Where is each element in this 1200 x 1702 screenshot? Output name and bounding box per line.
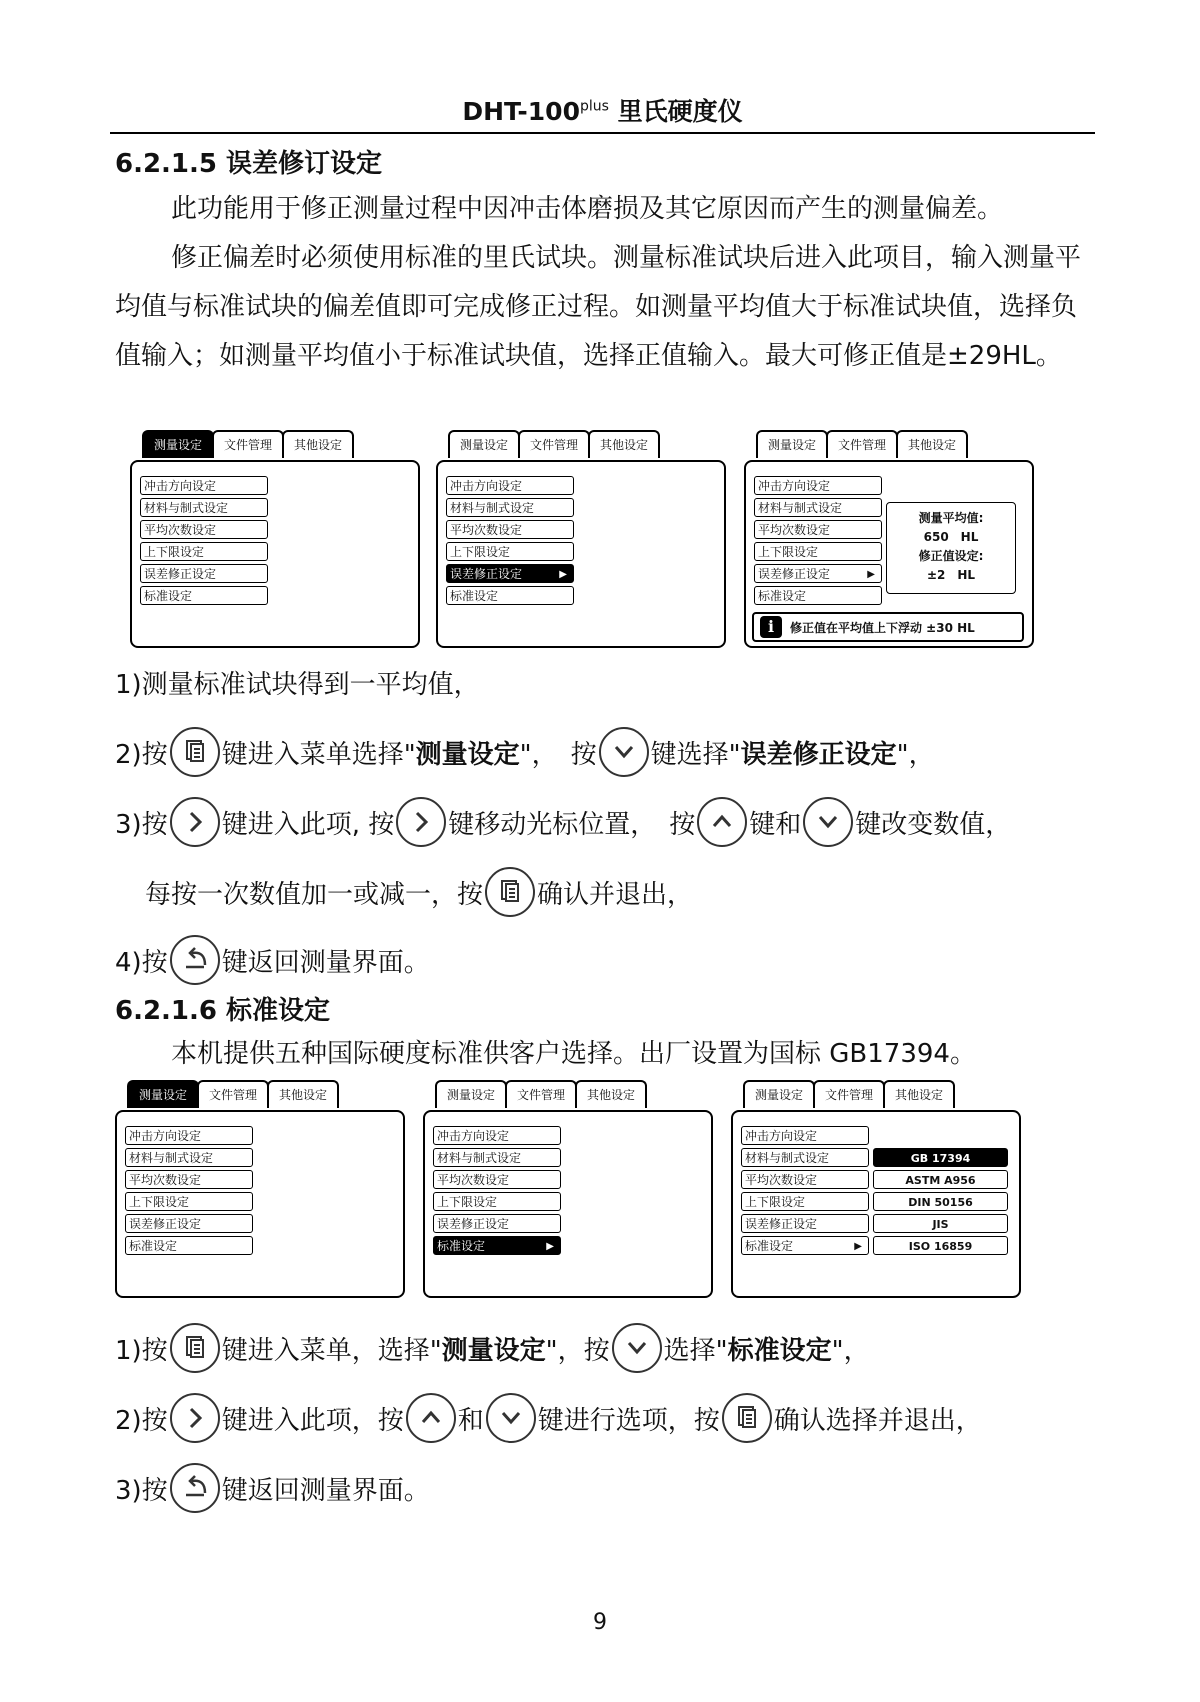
info-icon: i: [760, 616, 782, 638]
info-bar: [752, 612, 1024, 642]
step-line: [115, 930, 430, 990]
menu-item: 材料与制式设定: [125, 1148, 253, 1167]
tab-file: 文件管理: [212, 430, 284, 458]
arrow-right-icon: ▶: [546, 1241, 554, 1252]
tab-file: 文件管理: [813, 1080, 885, 1108]
menu-item: 材料与制式设定: [741, 1148, 869, 1167]
standard-option: ASTM A956: [873, 1170, 1008, 1189]
step-text: 每按一次数值加一或减一，按: [145, 879, 484, 910]
tab-other: 其他设定: [588, 430, 660, 458]
tab-other: 其他设定: [575, 1080, 647, 1108]
menu-item-label: 标准设定: [745, 1239, 794, 1253]
menu-item: 上下限设定: [446, 542, 574, 561]
info-text: 修正值在平均值上下浮动 ±30 HL: [790, 620, 975, 635]
step-text: 键选择": [650, 739, 741, 770]
step-text: "， 按: [519, 739, 597, 770]
screen-menu: [115, 1080, 405, 1300]
correction-label: 修正值设定:: [918, 549, 984, 563]
step-line: [115, 722, 935, 782]
step-text: 键和: [749, 809, 802, 840]
tab-other: 其他设定: [267, 1080, 339, 1108]
header-divider: [110, 132, 1095, 134]
page-number: 9: [593, 1610, 607, 1635]
menu-list: [433, 1126, 561, 1258]
step-text: 1)按: [115, 1335, 168, 1366]
arrow-right-icon: ▶: [559, 569, 567, 580]
tab-measure: 测量设定: [127, 1080, 199, 1108]
menu-item-selected: [433, 1236, 561, 1255]
menu-item: 材料与制式设定: [433, 1148, 561, 1167]
step-text: 选择": [663, 1335, 728, 1366]
step-text: 和: [457, 1405, 484, 1436]
step-line: [115, 792, 1011, 852]
screen-standard-options: [731, 1080, 1021, 1300]
menu-item: 标准设定: [754, 586, 882, 605]
step-text: 4)按: [115, 947, 168, 978]
tab-bar: [743, 1080, 953, 1110]
up-key-icon: [406, 1393, 456, 1443]
menu-item: 冲击方向设定: [433, 1126, 561, 1145]
step-text: 2)按: [115, 739, 168, 770]
menu-item: 上下限设定: [741, 1192, 869, 1211]
step-text: 键改变数值，: [855, 809, 1012, 840]
menu-item: 材料与制式设定: [446, 498, 574, 517]
arrow-right-icon: ▶: [867, 569, 875, 580]
menu-item: 平均次数设定: [446, 520, 574, 539]
menu-item: 冲击方向设定: [754, 476, 882, 495]
screen-panel: [423, 1110, 713, 1298]
menu-item: 平均次数设定: [433, 1170, 561, 1189]
down-key-icon: [612, 1323, 662, 1373]
standard-option-selected: GB 17394: [873, 1148, 1008, 1167]
menu-item: 上下限设定: [754, 542, 882, 561]
step-text: 键进入此项，按: [221, 1405, 404, 1436]
tab-measure: 测量设定: [448, 430, 520, 458]
step-text: "，按: [545, 1335, 610, 1366]
step-text: 2)按: [115, 1405, 168, 1436]
step-bold: 误差修正设定: [740, 739, 897, 770]
tab-measure: 测量设定: [435, 1080, 507, 1108]
screen-panel: [731, 1110, 1021, 1298]
menu-item: 平均次数设定: [140, 520, 268, 539]
step-line: [115, 1458, 430, 1518]
menu-list: [140, 476, 268, 608]
menu-item: 标准设定: [446, 586, 574, 605]
menu-item: 上下限设定: [125, 1192, 253, 1211]
menu-item-label: 标准设定: [437, 1239, 486, 1253]
step-text: 3)按: [115, 809, 168, 840]
back-key-icon: [170, 1463, 220, 1513]
step-text: 1)测量标准试块得到一平均值，: [115, 669, 480, 700]
header-name: 里氏硬度仪: [617, 97, 743, 126]
menu-list: [446, 476, 574, 608]
standard-options: [873, 1148, 1008, 1258]
step-line: [115, 652, 480, 712]
step-text: 键进入菜单选择": [221, 739, 416, 770]
tab-measure: 测量设定: [142, 430, 214, 458]
screen-panel: [744, 460, 1034, 648]
step-bold: 测量设定: [415, 739, 520, 770]
step-line: [145, 862, 693, 922]
standard-option: ISO 16859: [873, 1236, 1008, 1255]
menu-list: [754, 476, 882, 608]
screen-correction-value: [744, 430, 1034, 650]
screen-panel: [130, 460, 420, 648]
menu-item: 标准设定: [125, 1236, 253, 1255]
menu-list: [741, 1126, 869, 1258]
step-text: 3)按: [115, 1475, 168, 1506]
menu-item: 冲击方向设定: [446, 476, 574, 495]
step-text: 键进入菜单，选择": [221, 1335, 442, 1366]
tab-file: 文件管理: [518, 430, 590, 458]
tab-bar: [127, 1080, 337, 1110]
screen-menu-selected: [436, 430, 726, 650]
screen-menu: [130, 430, 420, 650]
menu-item: 标准设定: [140, 586, 268, 605]
paragraph: 本机提供五种国际硬度标准供客户选择。出厂设置为国标 GB17394。: [171, 1039, 976, 1069]
step-bold: 测量设定: [441, 1335, 546, 1366]
tab-measure: 测量设定: [743, 1080, 815, 1108]
header-sup: plus: [579, 98, 609, 115]
menu-item: 冲击方向设定: [741, 1126, 869, 1145]
menu-key-icon: [722, 1393, 772, 1443]
menu-item-label: 误差修正设定: [450, 567, 523, 581]
paragraph: 此功能用于修正测量过程中因冲击体磨损及其它原因而产生的测量偏差。: [171, 194, 1004, 224]
menu-item: 误差修正设定: [125, 1214, 253, 1233]
screen-menu-selected: [423, 1080, 713, 1300]
menu-item: 上下限设定: [433, 1192, 561, 1211]
menu-item: 误差修正设定: [741, 1214, 869, 1233]
menu-item: 误差修正设定: [140, 564, 268, 583]
up-key-icon: [697, 797, 747, 847]
step-text: 键返回测量界面。: [221, 947, 430, 978]
tab-other: 其他设定: [896, 430, 968, 458]
step-text: 确认并退出，: [537, 879, 694, 910]
menu-item: 平均次数设定: [125, 1170, 253, 1189]
tab-bar: [756, 430, 966, 460]
tab-measure: 测量设定: [756, 430, 828, 458]
tab-bar: [448, 430, 658, 460]
arrow-right-icon: ▶: [854, 1241, 862, 1252]
tab-bar: [142, 430, 352, 460]
standard-option: JIS: [873, 1214, 1008, 1233]
right-key-icon: [396, 797, 446, 847]
menu-item: 平均次数设定: [741, 1170, 869, 1189]
paragraph: 修正偏差时必须使用标准的里氏试块。测量标准试块后进入此项目，输入测量平均值与标准试块的偏差值即可完成修正过程。如测量平均值大于标准试块值，选择负值输入；如测量平均值小于标准试块值，选择正值输入。最大可修正值是±29HL。: [115, 243, 1082, 371]
tab-other: 其他设定: [883, 1080, 955, 1108]
step-line: [115, 1388, 982, 1448]
step-bold: 标准设定: [727, 1335, 832, 1366]
step-text: 键返回测量界面。: [221, 1475, 430, 1506]
menu-item: 材料与制式设定: [140, 498, 268, 517]
menu-item: 误差修正设定: [433, 1214, 561, 1233]
down-key-icon: [599, 727, 649, 777]
menu-key-icon: [485, 867, 535, 917]
menu-item-label: 误差修正设定: [758, 567, 831, 581]
back-key-icon: [170, 935, 220, 985]
tab-bar: [435, 1080, 645, 1110]
document-header: [110, 92, 1095, 128]
menu-list: [125, 1126, 253, 1258]
step-text: "，: [896, 739, 935, 770]
section-title-error-correction: 6.2.1.5 误差修订设定: [115, 149, 383, 179]
right-key-icon: [170, 1393, 220, 1443]
menu-item: 上下限设定: [140, 542, 268, 561]
screen-panel: [436, 460, 726, 648]
correction-value: ±2 HL: [926, 568, 976, 582]
tab-file: 文件管理: [826, 430, 898, 458]
tab-file: 文件管理: [197, 1080, 269, 1108]
section-title-standard: 6.2.1.6 标准设定: [115, 996, 331, 1026]
menu-item-selected: [446, 564, 574, 583]
menu-item: [741, 1236, 869, 1255]
value-box: [886, 502, 1016, 594]
menu-key-icon: [170, 727, 220, 777]
menu-item: 材料与制式设定: [754, 498, 882, 517]
menu-item: [754, 564, 882, 583]
avg-value: 650 HL: [923, 530, 979, 544]
down-key-icon: [486, 1393, 536, 1443]
menu-key-icon: [170, 1323, 220, 1373]
header-model: DHT-100: [462, 97, 580, 126]
menu-item: 平均次数设定: [754, 520, 882, 539]
step-line: [115, 1318, 870, 1378]
down-key-icon: [803, 797, 853, 847]
standard-option: DIN 50156: [873, 1192, 1008, 1211]
avg-label: 测量平均值:: [918, 511, 984, 525]
step-text: 确认选择并退出，: [773, 1405, 982, 1436]
step-text: "，: [831, 1335, 870, 1366]
menu-item: 冲击方向设定: [140, 476, 268, 495]
step-text: 键移动光标位置， 按: [448, 809, 696, 840]
step-text: 键进入此项, 按: [221, 809, 395, 840]
menu-item: 冲击方向设定: [125, 1126, 253, 1145]
right-key-icon: [170, 797, 220, 847]
screen-panel: [115, 1110, 405, 1298]
tab-other: 其他设定: [282, 430, 354, 458]
step-text: 键进行选项，按: [537, 1405, 720, 1436]
tab-file: 文件管理: [505, 1080, 577, 1108]
